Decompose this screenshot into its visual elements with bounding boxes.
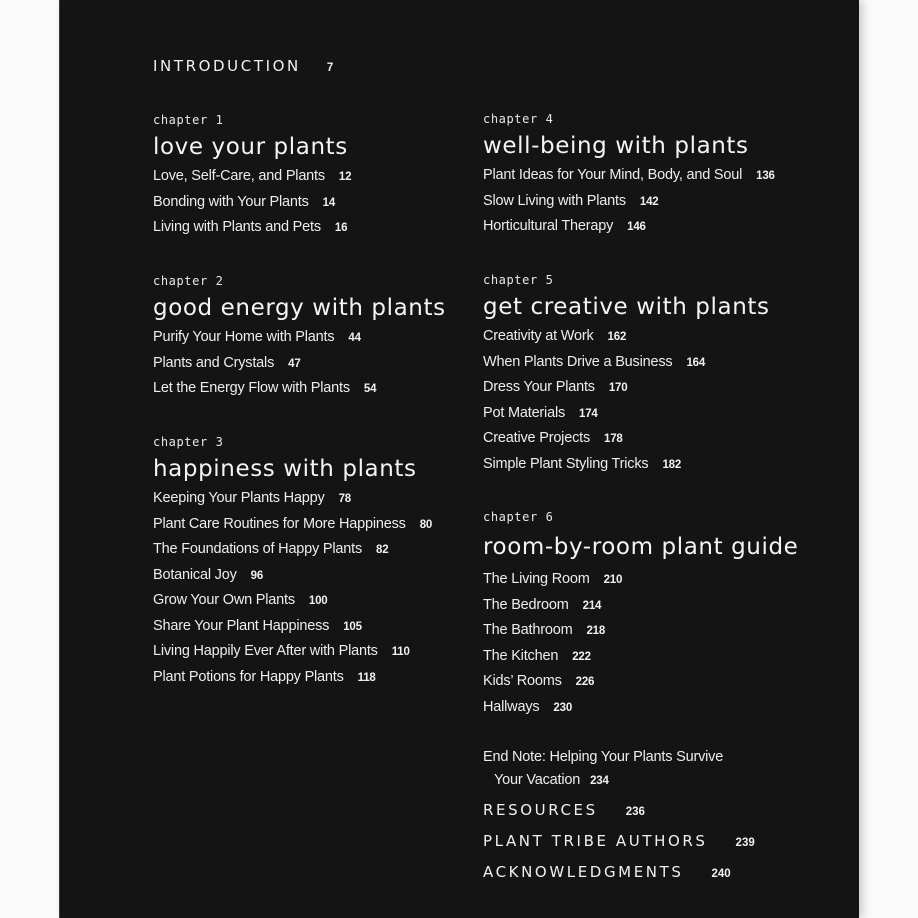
toc-entry[interactable] — [153, 215, 351, 241]
entry-title: Slow Living with Plants — [483, 192, 626, 209]
toc-entry[interactable] — [483, 695, 798, 721]
toc-entry[interactable] — [153, 376, 446, 402]
page-number: 234 — [590, 775, 609, 787]
page-number: 47 — [288, 357, 301, 370]
page-number: 82 — [376, 544, 389, 556]
entry-title: Purify Your Home with Plants — [153, 329, 335, 345]
entry-title: The Bathroom — [483, 622, 573, 638]
page-number: 136 — [756, 170, 775, 182]
chapter-label: chapter 3 — [153, 435, 224, 449]
entry-title: The Living Room — [483, 571, 590, 587]
entry-title: Bonding with Your Plants — [153, 193, 309, 210]
entry-title: The Foundations of Happy Plants — [153, 541, 363, 557]
toc-entry[interactable] — [153, 563, 432, 589]
toc-entry[interactable] — [483, 669, 798, 695]
toc-entry[interactable] — [483, 375, 770, 401]
page-number: 16 — [334, 222, 348, 234]
toc-entry[interactable] — [483, 324, 770, 350]
toc-entry[interactable] — [483, 401, 770, 427]
toc-entry[interactable] — [153, 665, 432, 691]
entry-title: Love, Self-Care, and Plants — [153, 168, 325, 184]
page-number: 110 — [391, 646, 410, 658]
entry-title: Plants and Crystals — [153, 354, 275, 371]
page-number: 80 — [419, 518, 433, 531]
entry-title: Living with Plants and Pets — [153, 219, 321, 235]
chapter-label: chapter 2 — [153, 274, 224, 288]
toc-entry[interactable] — [153, 537, 432, 563]
page-number: 226 — [575, 676, 595, 688]
end-note-line-2 — [483, 769, 723, 792]
entry-title: Botanical Joy — [153, 566, 237, 583]
entry-title: Plant Potions for Happy Plants — [153, 668, 344, 685]
end-note-line-1: End Note: Helping Your Plants Survive — [483, 749, 724, 765]
toc-entry-end-note[interactable] — [483, 746, 723, 792]
entry-title: Your Vacation — [494, 772, 581, 788]
back-matter-label: RESOURCES — [483, 801, 598, 819]
page-number: 105 — [343, 620, 362, 633]
toc-entry[interactable] — [483, 567, 798, 593]
toc-entry-resources[interactable] — [483, 801, 645, 820]
entry-title: Kids’ Rooms — [483, 673, 562, 689]
page-number: 214 — [582, 599, 602, 612]
toc-entry[interactable] — [483, 350, 770, 376]
page-number: 222 — [572, 650, 591, 663]
entry-title: Plant Ideas for Your Mind, Body, and Soul — [483, 167, 743, 183]
toc-entry[interactable] — [153, 512, 432, 538]
chapter-3 — [153, 432, 432, 690]
page-number: 78 — [338, 493, 351, 505]
entry-title: Living Happily Ever After with Plants — [153, 643, 378, 659]
introduction-label: INTRODUCTION — [153, 57, 301, 75]
entry-title: Pot Materials — [483, 404, 566, 421]
toc-entry[interactable] — [483, 593, 798, 619]
chapter-title[interactable]: love your plants — [153, 134, 348, 160]
page-number: 162 — [607, 331, 627, 343]
toc-entry[interactable] — [153, 325, 446, 351]
page-number: 170 — [608, 382, 628, 394]
chapter-1 — [153, 110, 351, 241]
contents-page — [59, 0, 859, 918]
toc-entry[interactable] — [153, 639, 432, 665]
page-number: 236 — [625, 806, 645, 818]
page-number: 230 — [553, 701, 573, 714]
toc-entry[interactable] — [483, 644, 798, 670]
page-number: 12 — [338, 171, 352, 183]
chapter-title[interactable]: get creative with plants — [483, 294, 770, 320]
page-number: 100 — [308, 595, 328, 607]
page-number: 178 — [604, 433, 623, 445]
entry-title: Simple Plant Styling Tricks — [483, 455, 649, 472]
chapter-label: chapter 5 — [483, 273, 554, 287]
page-number: 142 — [639, 195, 659, 208]
chapter-6 — [483, 507, 798, 720]
toc-entry[interactable] — [153, 588, 432, 614]
page-number: 118 — [357, 671, 376, 684]
entry-title: Let the Energy Flow with Plants — [153, 380, 350, 396]
back-matter-label: PLANT TRIBE AUTHORS — [483, 832, 708, 850]
entry-title: The Bedroom — [483, 596, 569, 613]
toc-entry[interactable] — [483, 189, 775, 215]
page-number: 14 — [322, 196, 336, 209]
page-number: 54 — [363, 383, 377, 395]
page-number: 182 — [662, 458, 682, 471]
entry-title: Hallways — [483, 698, 540, 715]
chapter-title[interactable]: happiness with plants — [153, 456, 417, 482]
chapter-2 — [153, 271, 446, 402]
toc-entry[interactable] — [483, 618, 798, 644]
toc-entry[interactable] — [153, 486, 432, 512]
page-number: 7 — [326, 62, 334, 74]
back-matter-label: ACKNOWLEDGMENTS — [483, 863, 684, 881]
chapter-5 — [483, 270, 770, 477]
page-number: 146 — [627, 221, 646, 233]
entry-title: Grow Your Own Plants — [153, 592, 295, 608]
page-number: 240 — [711, 868, 731, 880]
chapter-title[interactable]: well-being with plants — [483, 133, 749, 159]
chapter-label: chapter 4 — [483, 112, 554, 126]
page-number: 164 — [686, 356, 706, 369]
entry-title: Dress Your Plants — [483, 379, 595, 395]
entry-title: Creative Projects — [483, 430, 590, 446]
toc-entry[interactable] — [483, 163, 775, 189]
page-number: 174 — [579, 407, 598, 420]
toc-entry[interactable] — [153, 614, 432, 640]
entry-title: When Plants Drive a Business — [483, 353, 673, 370]
toc-entry[interactable] — [153, 351, 446, 377]
toc-entry[interactable] — [483, 452, 770, 478]
page-number: 96 — [250, 569, 264, 582]
toc-entry[interactable] — [483, 426, 770, 452]
entry-title: Keeping Your Plants Happy — [153, 490, 325, 506]
toc-entry[interactable] — [153, 164, 351, 190]
chapter-label: chapter 6 — [483, 510, 554, 524]
page-number: 239 — [735, 837, 755, 849]
toc-entry[interactable] — [483, 214, 775, 240]
page-number: 210 — [603, 574, 623, 586]
entry-title: The Kitchen — [483, 647, 559, 664]
chapter-title[interactable]: good energy with plants — [153, 295, 446, 321]
toc-entry-acknowledgments[interactable] — [483, 863, 731, 882]
page-number: 218 — [586, 625, 606, 637]
page-number: 44 — [348, 332, 361, 344]
entry-title: Share Your Plant Happiness — [153, 617, 330, 634]
entry-title: Creativity at Work — [483, 328, 594, 344]
entry-title: Horticultural Therapy — [483, 218, 614, 234]
toc-entry-introduction[interactable] — [153, 57, 333, 76]
chapter-label: chapter 1 — [153, 113, 224, 127]
toc-entry-plant-tribe-authors[interactable] — [483, 832, 755, 851]
chapter-title[interactable]: room-by-room plant guide — [483, 534, 799, 560]
toc-entry[interactable] — [153, 190, 351, 216]
entry-title: Plant Care Routines for More Happiness — [153, 515, 406, 532]
chapter-4 — [483, 109, 775, 240]
